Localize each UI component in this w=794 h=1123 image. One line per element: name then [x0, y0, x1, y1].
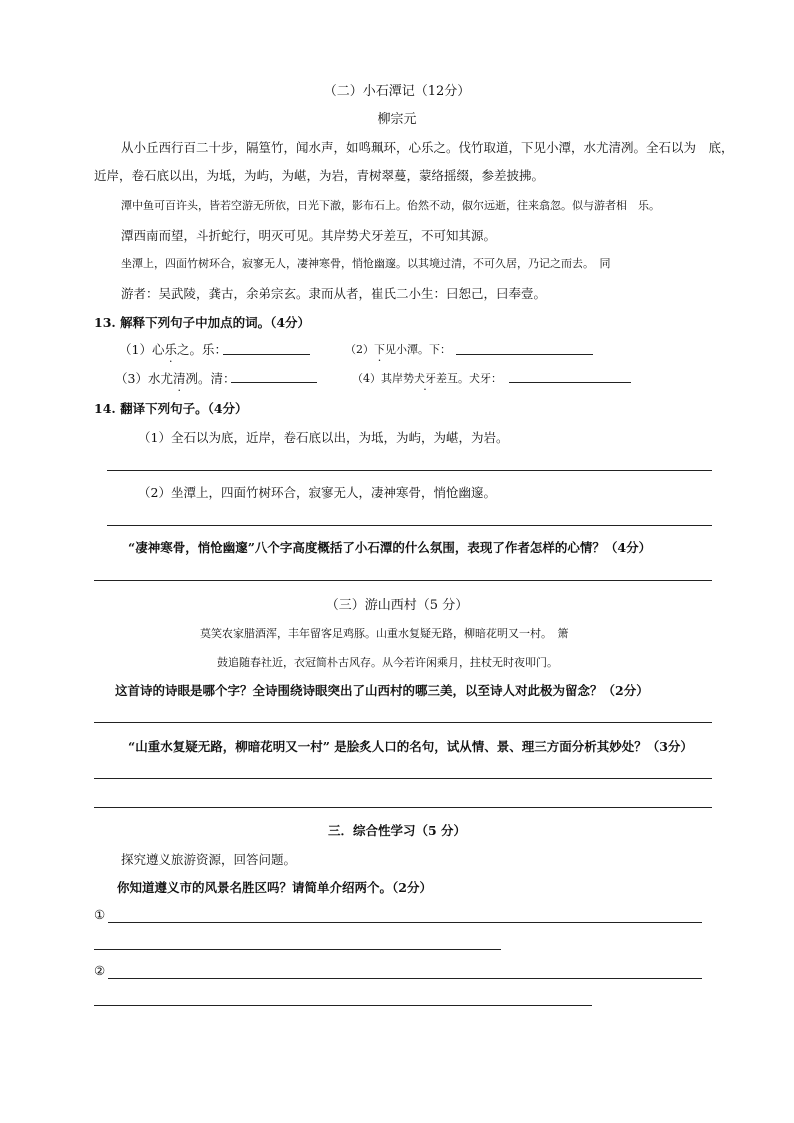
question-13-title: 13. 解释下列句子中加点的词。（4分） [94, 315, 311, 330]
passage-line-6: 游者：吴武陵，龚古，余弟宗玄。隶而从者，崔氏二小生：曰恕己，曰奉壹。 [121, 286, 547, 301]
q14-item-2: （2）坐潭上，四面竹树环合，寂寥无人，凄神寒骨，悄怆幽邃。 [138, 485, 496, 500]
poem-q1-answer-line[interactable] [94, 722, 712, 723]
passage-line-1: 从小丘西行百二十步，隔篁竹，闻水声，如鸣珮环，心乐之。伐竹取道，下见小潭，水尤清冽。全石以为 底， [121, 140, 734, 155]
part3-answer-line-2a[interactable] [108, 978, 702, 979]
answer-mark-1: ① [94, 907, 106, 922]
poem-line-1: 莫笑农家腊酒浑，丰年留客足鸡豚。山重水复疑无路，柳暗花明又一村。 箫 [200, 627, 569, 640]
poem-question-1: 这首诗的诗眼是哪个字？全诗围绕诗眼突出了山西村的哪三美，以至诗人对此极为留念？（2分） [115, 683, 649, 698]
part3-answer-line-1a[interactable] [108, 922, 702, 923]
question-14-title: 14. 翻译下列句子。（4分） [94, 401, 248, 416]
passage-line-5: 坐潭上，四面竹树环合，寂寥无人，凄神寒骨，悄怆幽邃。以其境过清，不可久居，乃记之而去。 同 [121, 257, 611, 270]
question-15: “凄神寒骨，悄怆幽邃”八个字高度概括了小石潭的什么氛围，表现了作者怎样的心情？（4分） [128, 540, 652, 555]
part-3-intro: 探究遵义旅游资源，回答问题。 [121, 852, 297, 867]
q13-answer-line-1[interactable] [223, 354, 310, 355]
section-title-youshanxicun: （三）游山西村（5 分） [325, 598, 469, 613]
author-name: 柳宗元 [377, 112, 417, 127]
section-title-xiaoshitanji: （二）小石潭记（12分） [323, 84, 471, 99]
part3-answer-line-1b[interactable] [94, 949, 501, 950]
answer-mark-2: ② [94, 963, 106, 978]
q13-item-1: （1）心乐之。乐： [119, 342, 227, 357]
part-3-question: 你知道遵义市的风景名胜区吗？请简单介绍两个。（2分） [117, 880, 432, 895]
q13-answer-line-2[interactable] [456, 354, 593, 355]
passage-line-2: 近岸，卷石底以出，为坻，为屿，为嵁，为岩，青树翠蔓，蒙络摇缀，参差披拂。 [94, 168, 545, 183]
q14-item-1: （1）全石以为底，近岸，卷石底以出，为坻，为屿，为嵁，为岩。 [138, 430, 509, 445]
poem-line-2: 鼓追随春社近，衣冠简朴古风存。从今若许闲乘月，拄杖无时夜叩门。 [217, 656, 558, 669]
q13-item-4: （4）其岸势犬牙差互。犬牙： [352, 372, 502, 385]
passage-line-4: 潭西南而望，斗折蛇行，明灭可见。其岸势犬牙差互，不可知其源。 [121, 228, 497, 243]
q14-answer-line-1[interactable] [107, 470, 712, 471]
passage-line-3: 潭中鱼可百许头，皆若空游无所依，日光下澈，影布石上。佁然不动，俶尔远逝，往来翕忽。似与游者相 乐。 [121, 199, 660, 212]
poem-q2-answer-line-1[interactable] [94, 778, 712, 779]
q13-answer-line-4[interactable] [509, 382, 631, 383]
q13-item-2: （2）下见小潭。下： [345, 343, 451, 356]
part3-answer-line-2b[interactable] [94, 1005, 592, 1006]
q13-answer-line-3[interactable] [231, 382, 317, 383]
q14-answer-line-2[interactable] [107, 525, 712, 526]
q13-item-3: （3）水尤清冽。清： [115, 371, 236, 386]
poem-q2-answer-line-2[interactable] [94, 807, 712, 808]
part-3-title: 三．综合性学习（5 分） [327, 823, 467, 838]
poem-question-2: “山重水复疑无路，柳暗花明又一村” 是脍炙人口的名句，试从情、景、理三方面分析其妙处？（3分） [128, 739, 693, 754]
q15-answer-line[interactable] [94, 580, 712, 581]
